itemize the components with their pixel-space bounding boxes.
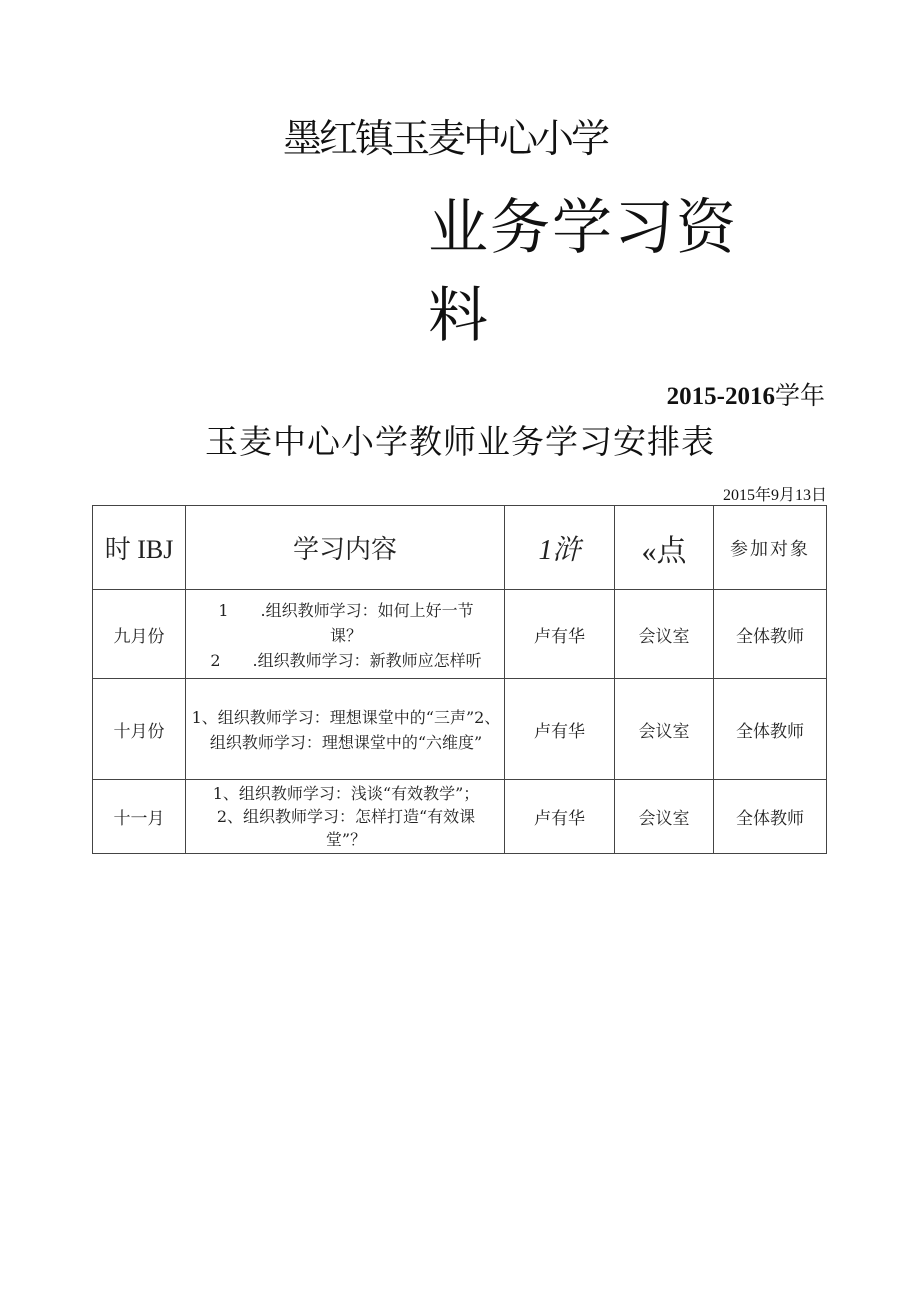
- row-target: 全体教师: [714, 679, 827, 780]
- content-line: 2、组织教师学习：怎样打造“有效课: [216, 807, 476, 826]
- content-line: 课？: [329, 625, 362, 645]
- row-time: 十一月: [93, 780, 186, 854]
- table-row: [93, 590, 827, 679]
- school-name: 墨红镇玉麦中心小学: [283, 117, 608, 162]
- row-time: 十月份: [93, 679, 186, 780]
- row-place: 会议室: [615, 590, 714, 679]
- content-line: 组织教师学习：理想课堂中的“六维度”: [209, 733, 483, 752]
- table-header-row: [93, 506, 827, 590]
- row-place: 会议室: [615, 679, 714, 780]
- content-line: 1、组织教师学习：浅谈“有效教学”；: [212, 784, 480, 803]
- school-year: [667, 376, 825, 412]
- header-target: 参加对象: [714, 506, 827, 590]
- schedule-title: 玉麦中心小学教师业务学习安排表: [205, 422, 715, 461]
- row-place: 会议室: [615, 780, 714, 854]
- row-content: [186, 679, 505, 780]
- row-speaker: 卢有华: [505, 780, 615, 854]
- content-line: 堂”？: [325, 830, 367, 849]
- row-time: 九月份: [93, 590, 186, 679]
- schedule-date: 2015年9月13日: [722, 487, 827, 504]
- table-row: [93, 780, 827, 854]
- school-year-suffix: 学年: [774, 383, 825, 410]
- schedule-table: [92, 505, 827, 854]
- row-speaker: 卢有华: [505, 590, 615, 679]
- row-content: [186, 780, 505, 854]
- table-row: [93, 679, 827, 780]
- content-line: 2 .组织教师学习：新教师应怎样听: [210, 650, 482, 670]
- row-speaker: 卢有华: [505, 679, 615, 780]
- content-line: 1、组织教师学习：理想课堂中的“三声”2、: [191, 708, 501, 727]
- school-year-range: 2015-2016: [666, 383, 775, 410]
- content-line: 1 .组织教师学习：如何上好一节: [218, 600, 474, 620]
- row-target: 全体教师: [714, 780, 827, 854]
- row-content: [186, 590, 505, 679]
- header-speaker: 1浒: [505, 506, 615, 590]
- document-title: 业务学习资料: [428, 193, 738, 351]
- row-target: 全体教师: [714, 590, 827, 679]
- header-place: «点: [615, 506, 714, 590]
- header-content: 学习内容: [186, 506, 505, 590]
- header-time: 时 IBJ: [93, 506, 186, 590]
